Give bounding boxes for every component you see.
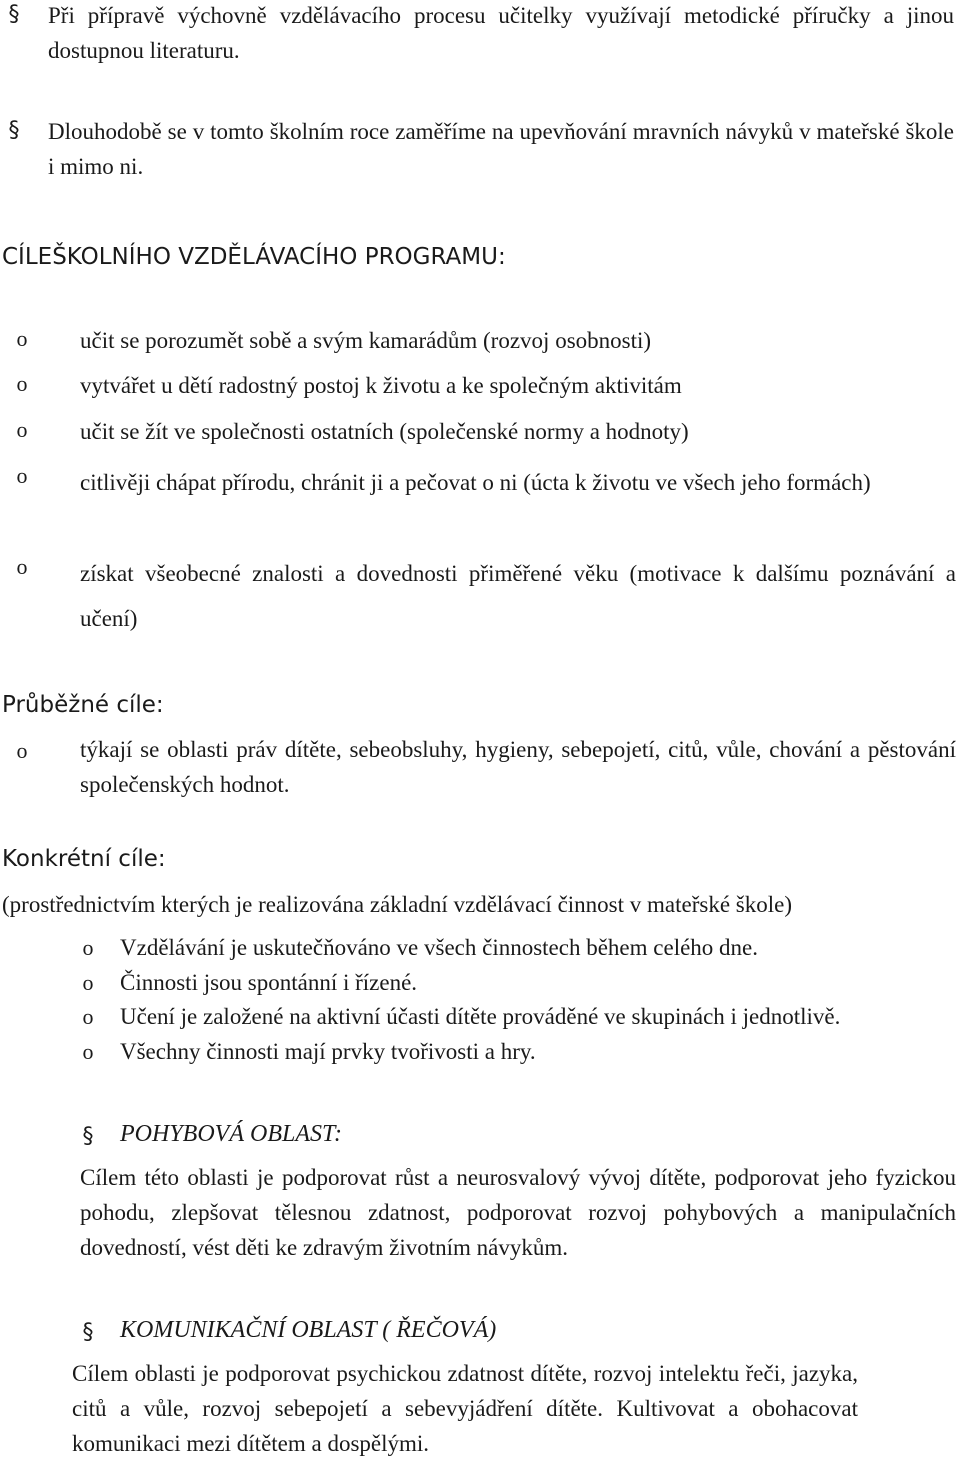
list-bullet: o — [82, 970, 94, 995]
intro-paragraph-1: Při přípravě výchovně vzdělávacího procesu učitelky využívají metodické příručky a jinou dostupnou literaturu. — [48, 3, 954, 63]
goal-item-5: získat všeobecné znalosti a dovednosti přiměřené věku (motivace k dalšímu poznávání a učení) — [80, 561, 956, 631]
list-bullet: o — [16, 326, 28, 351]
goal-item-3: učit se žít ve společnosti ostatních (společenské normy a hodnoty) — [80, 419, 689, 444]
list-bullet: o — [16, 371, 28, 396]
motor-area-text: Cílem této oblasti je podporovat růst a neurosvalový vývoj dítěte, podporovat jeho fyzickou pohodu, zlepšovat tělesnou zdatnost, podporovat rozvoj pohybových a manipulačních dovedností, vést děti ke zdravým životním návykům. — [80, 1165, 956, 1260]
goals-heading: CÍLEŠKOLNÍHO VZDĚLÁVACÍHO PROGRAMU: — [2, 244, 506, 270]
section-bullet-icon: § — [8, 118, 20, 143]
concrete-goals-heading: Konkrétní cíle: — [2, 846, 166, 872]
section-bullet-icon: § — [82, 1320, 94, 1345]
ongoing-goals-heading: Průběžné cíle: — [2, 692, 164, 718]
concrete-goal-item-3: Učení je založené na aktivní účasti dítěte prováděné ve skupinách i jednotlivě. — [120, 1004, 841, 1029]
goal-item-4: citlivěji chápat přírodu, chránit ji a pečovat o ni (úcta k životu ve všech jeho formách) — [80, 470, 871, 495]
list-bullet: o — [16, 463, 28, 488]
list-bullet: o — [16, 738, 28, 763]
goal-item-1: učit se porozumět sobě a svým kamarádům (rozvoj osobnosti) — [80, 328, 652, 353]
concrete-goal-item-2: Činnosti jsou spontánní i řízené. — [120, 970, 418, 995]
intro-paragraph-2: Dlouhodobě se v tomto školním roce zaměříme na upevňování mravních návyků v mateřské škole i mimo ni. — [48, 119, 954, 179]
ongoing-goal-item-1: týkají se oblasti práv dítěte, sebeobsluhy, hygieny, sebepojetí, citů, vůle, chování a pěstování společenských hodnot. — [80, 737, 956, 797]
list-bullet: o — [82, 1039, 94, 1064]
communication-area-text: Cílem oblasti je podporovat psychickou zdatnost dítěte, rozvoj intelektu řeči, jazyka, citů a vůle, rozvoj sebepojetí a sebevyjádření dítěte. Kultivovat a obohacovat komunikaci mezi dítětem a dospělými. — [72, 1361, 858, 1456]
section-bullet-icon: § — [82, 1124, 94, 1149]
communication-area-heading: KOMUNIKAČNÍ OBLAST ( ŘEČOVÁ) — [120, 1317, 497, 1343]
list-bullet: o — [16, 417, 28, 442]
list-bullet: o — [82, 1004, 94, 1029]
goal-item-2: vytvářet u dětí radostný postoj k životu a ke společným aktivitám — [80, 373, 682, 398]
motor-area-heading: POHYBOVÁ OBLAST: — [120, 1121, 342, 1147]
list-bullet: o — [16, 554, 28, 579]
concrete-goals-intro: (prostřednictvím kterých je realizována základní vzdělávací činnost v mateřské škole) — [2, 892, 792, 917]
concrete-goal-item-4: Všechny činnosti mají prvky tvořivosti a hry. — [120, 1039, 536, 1064]
section-bullet-icon: § — [8, 2, 20, 27]
concrete-goal-item-1: Vzdělávání je uskutečňováno ve všech činnostech během celého dne. — [120, 935, 759, 960]
list-bullet: o — [82, 935, 94, 960]
